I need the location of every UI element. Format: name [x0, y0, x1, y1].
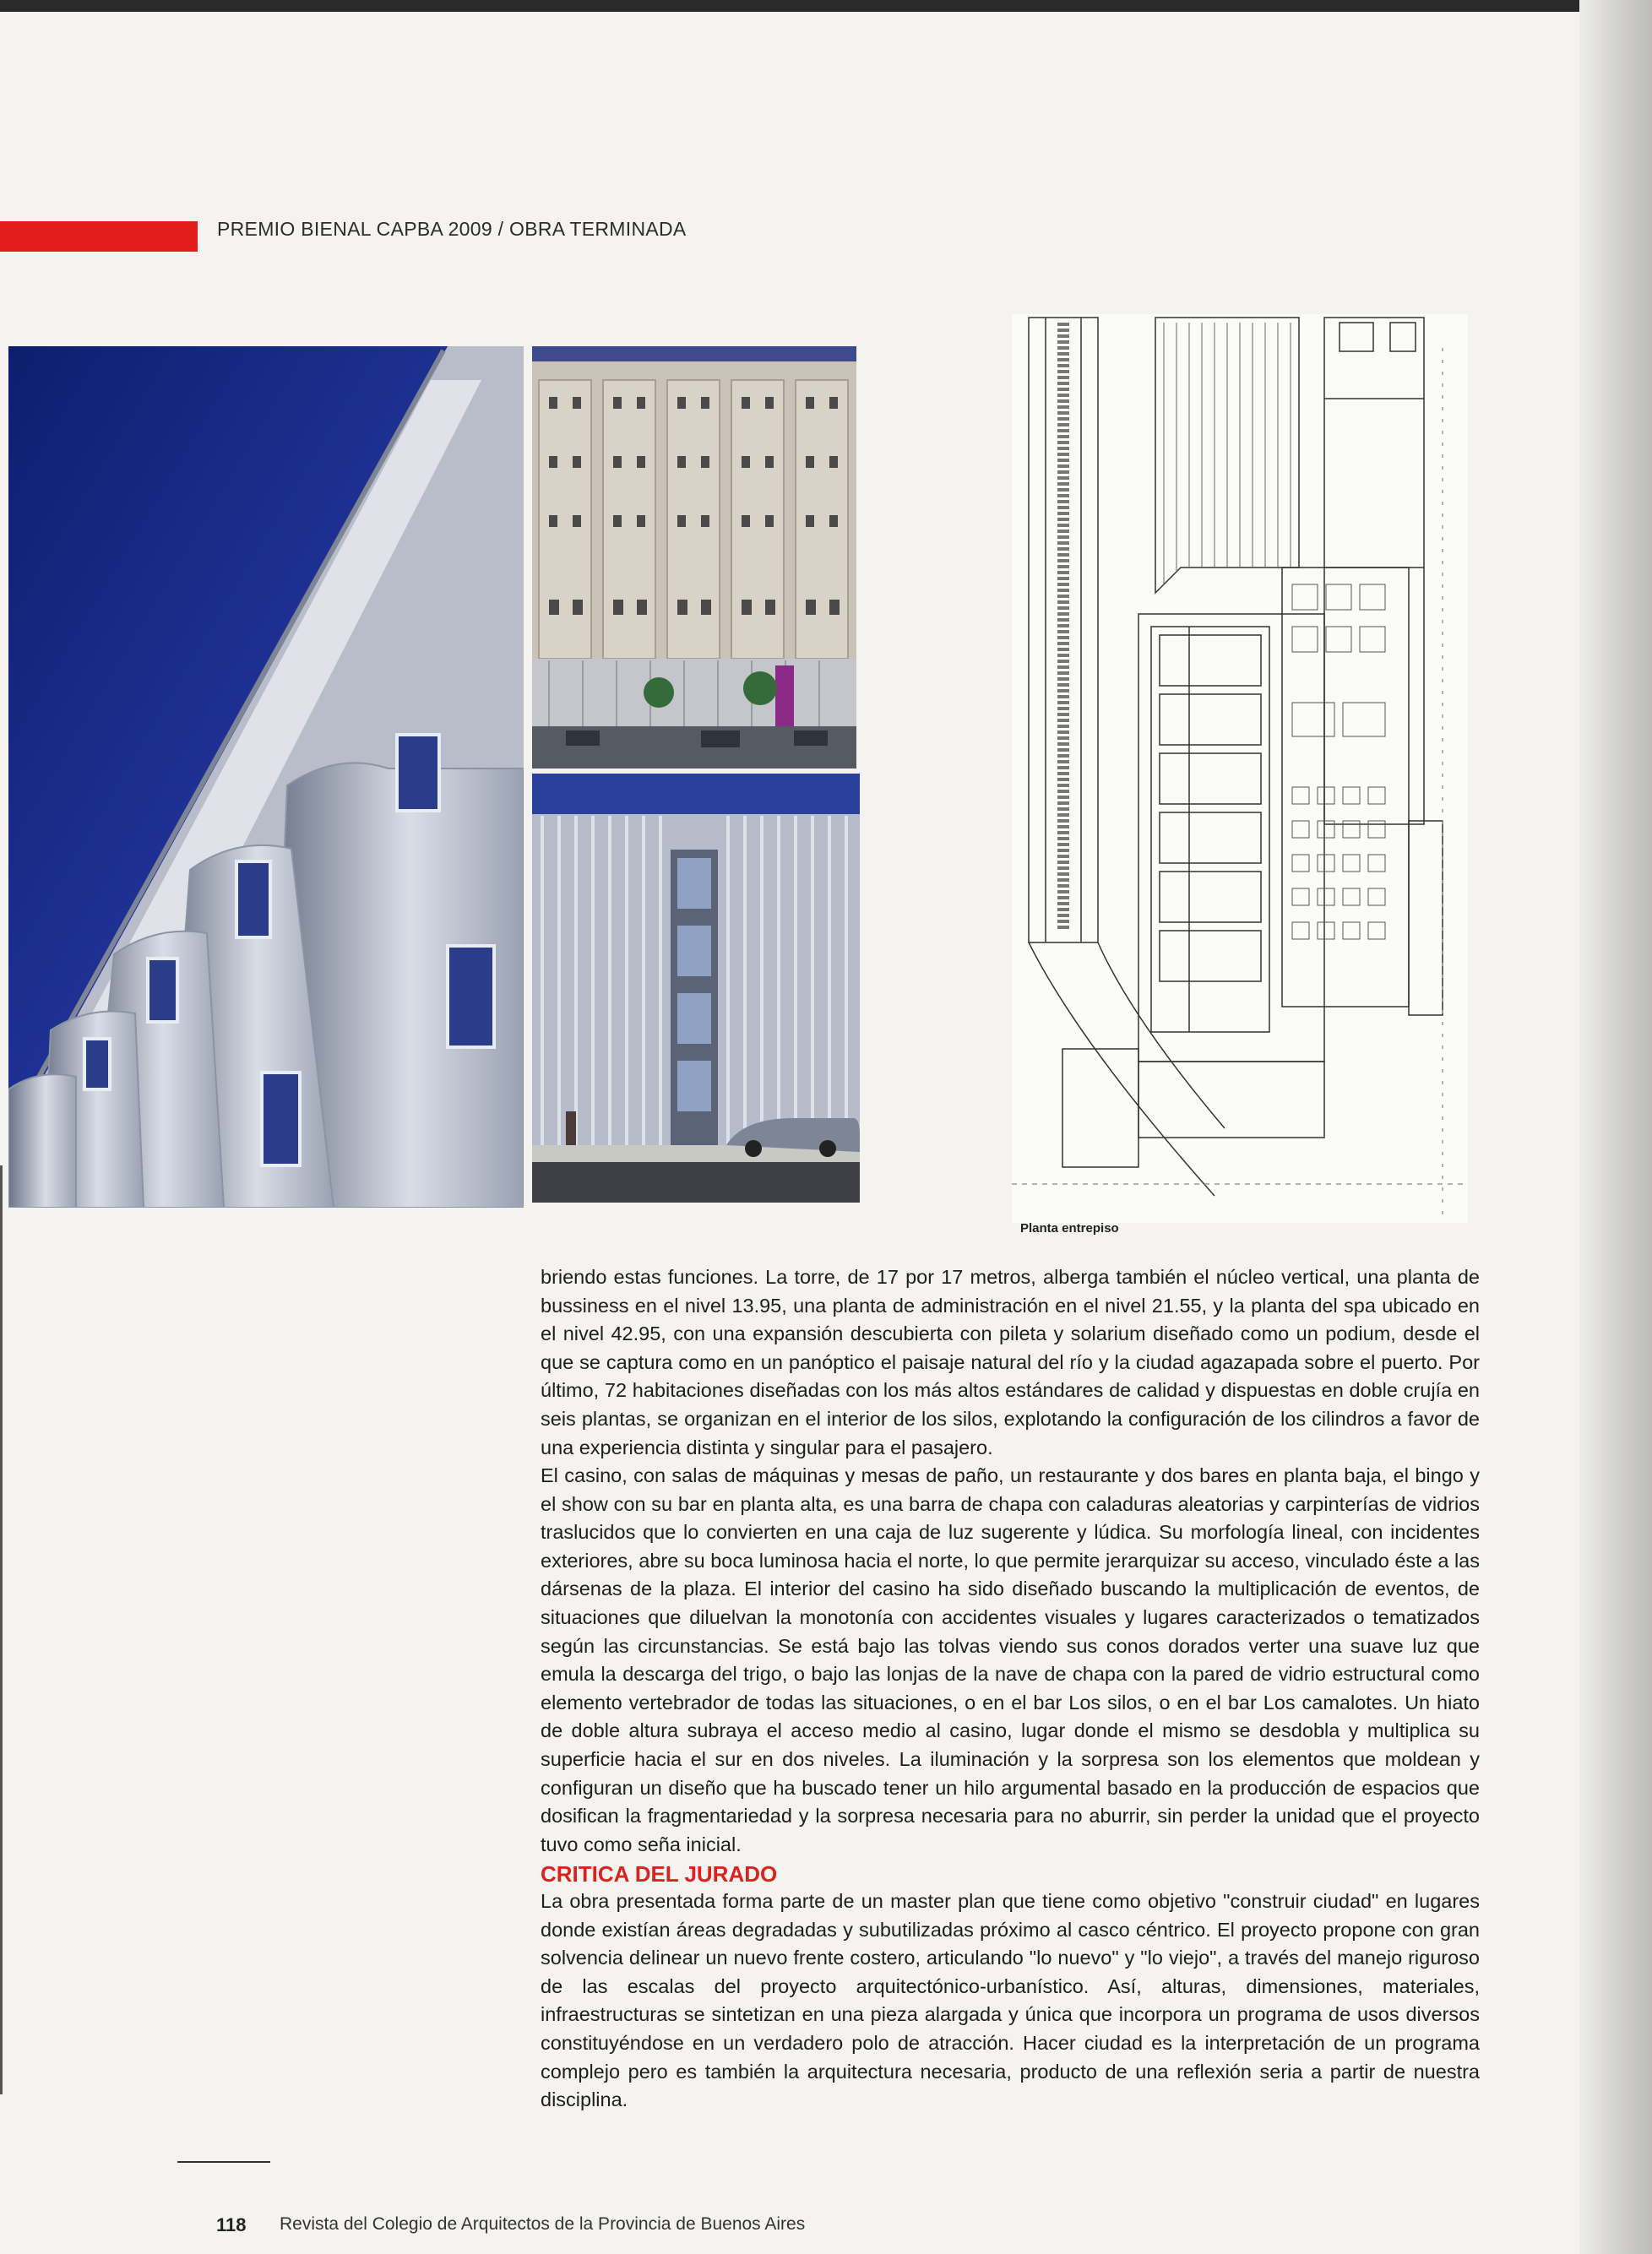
- silo-building-photo: [532, 346, 856, 769]
- scan-left-edge: [0, 1165, 3, 2094]
- article-paragraph: [541, 1462, 1480, 1859]
- figure-caption: Planta entrepiso: [1020, 1221, 1119, 1236]
- footer-rule: [177, 2161, 270, 2163]
- casino-facade-photo: [532, 774, 860, 1203]
- scan-top-edge: [0, 0, 1652, 12]
- silo-facade-photo: [8, 346, 524, 1208]
- paragraph-text: El casino, con salas de máquinas y mesas de paño, un restaurante y dos bares en planta baja, el bingo y el show con su bar en planta alta, es una barra de chapa con caladuras aleatorias y carpinterías de vidrios traslucidos que lo convierten en una caja de luz sugerente y lúdica. Su morfología lineal, con incidentes exteriores, abre su boca luminosa hacia el norte, lo que permite jerarquizar su acceso, vinculado éste a las dársenas de la plaza. El interior del casino ha sido diseñado buscando la multiplicación de eventos, de situaciones que diluelvan la monotonía con accidentes visuales y lugares caracterizados o tematizados según las circunstancias. Se está bajo las tolvas viendo sus conos dorados verter una suave luz que emula la descarga del trigo, o bajo las lonjas de la nave de chapa con la pared de vidrio estructural como elemento vertebrador de todas las situaciones, o en el bar Los silos, o en el bar Los camalotes. Un hiato de doble altura subraya el acceso medio al casino, lugar donde el mismo se desdobla y multiplica su superficie hacia el sur en dos niveles. La iluminación y la sorpresa son los elementos que moldean y configuran un diseño que ha buscado tener un hilo argumental basado en la producción de espacios que dosifican la fragmentariedad y la sorpresa necesaria para no aburrir, sin perder la unidad que el proyecto tuvo como seña inicial.: [541, 1464, 1480, 1855]
- jury-paragraph: [541, 1887, 1480, 2115]
- publication-title: Revista del Colegio de Arquitectos de la Provincia de Buenos Aires: [280, 2214, 806, 2234]
- jury-heading: CRITICA DEL JURADO: [541, 1861, 778, 1887]
- section-accent-bar: [0, 221, 198, 252]
- article-paragraph: [541, 1263, 1480, 1462]
- page-gutter-shadow: [1579, 0, 1652, 2254]
- paragraph-text: La obra presentada forma parte de un master plan que tiene como objetivo "construir ciudad" en lugares donde existían áreas degradadas y subutilizadas próximo al casco céntrico. El proyecto propone con gran solvencia delinear un nuevo frente costero, articulando "lo nuevo" y "lo viejo", a través del manejo riguroso de las escalas del proyecto arquitectónico-urbanístico. Así, alturas, dimensiones, materiales, infraestructuras se sintetizan en una pieza alargada y única que incorpora un programa de usos diversos constituyéndose en un verdadero polo de atracción. Hacer ciudad es la interpretación de un programa complejo pero es también la arquitectura necesaria, producto de una reflexión seria a partir de nuestra disciplina.: [541, 1890, 1480, 2111]
- page-number: 118: [216, 2214, 247, 2235]
- paragraph-text: briendo estas funciones. La torre, de 17 por 17 metros, alberga también el núcleo vertical, una planta de bussiness en el nivel 13.95, una planta de administración en el nivel 21.55, y la planta del spa ubicado en el nivel 42.95, con una expansión descubierta con pileta y solarium diseñado como un podium, desde el que se captura como en un panóptico el paisaje natural del río y la ciudad agazapada sobre el puerto. Por último, 72 habitaciones diseñadas con los más altos estándares de calidad y dispuestas en doble crujía en seis plantas, se organizan en el interior de los silos, explotando la configuración de los cilindros a favor de una experiencia distinta y singular para el pasajero.: [541, 1266, 1480, 1458]
- section-header: PREMIO BIENAL CAPBA 2009 / OBRA TERMINADA: [217, 218, 687, 240]
- floor-plan-drawing: [1012, 314, 1468, 1223]
